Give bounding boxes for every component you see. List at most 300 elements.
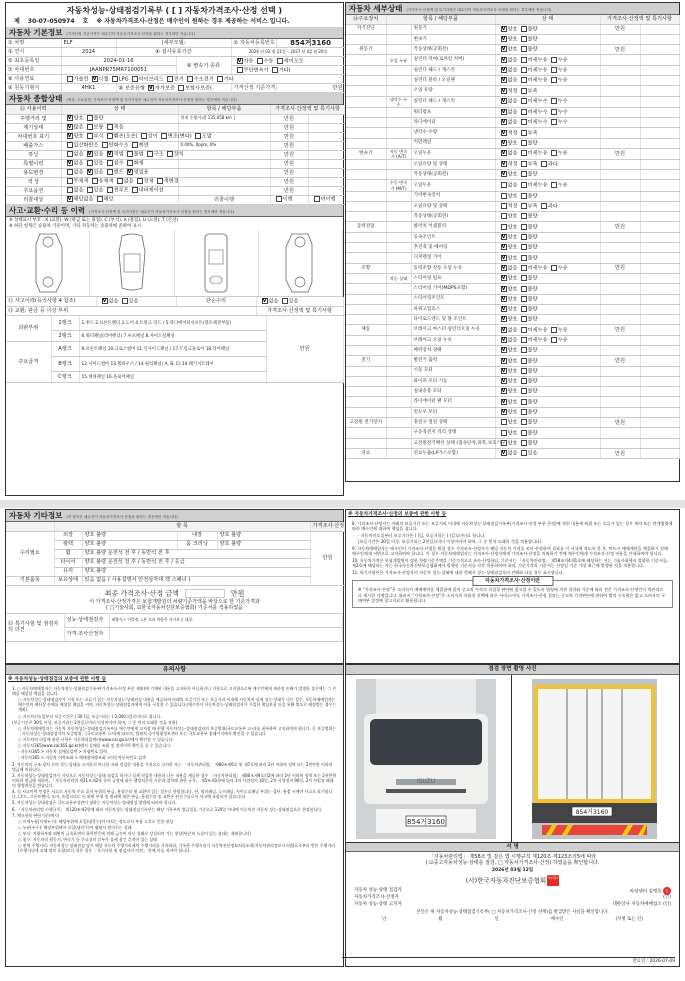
basis-line-1: 이 가격조사·산정가격은 보험개발원의 차량기준가액을 바탕으로 한 기준가격과 — [89, 598, 260, 605]
overall-header: 자동차 종합상태 (색상, 주요옵션, 가격조사·산정액 및 특기사항은 매수인이 자동차가격조사·산정을 원하는 경우에만 적습니다) — [6, 93, 343, 105]
detail-row — [346, 128, 679, 138]
trans-label: ⑥ 변속기 종류 — [176, 57, 231, 75]
detail-options: V 양호 불량 — [495, 356, 600, 366]
option-checkbox[interactable] — [107, 160, 113, 166]
detail-price — [600, 232, 640, 242]
detail-option-checkbox[interactable]: V — [501, 139, 506, 146]
detail-row — [346, 273, 679, 283]
detail-option-checkbox[interactable] — [551, 337, 557, 343]
detail-part: 디퍼렌셜 기어 — [411, 253, 495, 263]
detail-group — [346, 96, 386, 107]
detail-option-checkbox[interactable] — [521, 296, 527, 302]
option-checkbox[interactable]: V — [127, 169, 132, 176]
overall-row-options: V 해당없음 해당 — [61, 195, 178, 204]
overall-row-options: 없음 V 있음 V 적법 불법 구조 장치 — [61, 150, 178, 159]
option-checkbox[interactable] — [127, 160, 133, 166]
detail-option-checkbox[interactable] — [521, 399, 527, 405]
trans-semi-checkbox[interactable] — [277, 58, 283, 64]
detail-options: V 양호 불량 — [495, 232, 600, 242]
detail-group — [346, 366, 386, 376]
detail-option-checkbox[interactable] — [521, 67, 527, 73]
detail-option-checkbox[interactable] — [521, 368, 527, 374]
detail-option-checkbox[interactable]: V — [501, 56, 506, 63]
detail-option-checkbox[interactable] — [551, 265, 557, 271]
overall-row-price: 만원 — [270, 123, 308, 132]
detail-subgroup — [386, 243, 411, 253]
detail-subgroup — [386, 75, 411, 85]
trans-auto-checkbox[interactable]: V — [237, 57, 242, 64]
detail-part: 충전구 절연 상태 — [411, 418, 495, 428]
fuel-gasoline-checkbox[interactable] — [67, 76, 73, 82]
fuel-other-checkbox[interactable] — [217, 76, 223, 82]
detail-option-checkbox[interactable]: V — [501, 450, 506, 457]
option-checkbox[interactable] — [117, 178, 123, 184]
option-checkbox[interactable] — [107, 124, 113, 130]
detail-option-checkbox[interactable] — [521, 388, 527, 394]
detail-group: 변속기 — [346, 148, 386, 159]
overall-row-label: 색 상 — [6, 177, 61, 186]
detail-option-checkbox[interactable] — [521, 337, 527, 343]
option-checkbox[interactable] — [67, 169, 73, 175]
option-checkbox[interactable] — [127, 151, 133, 157]
detail-option-checkbox[interactable]: V — [501, 295, 506, 302]
option-checkbox[interactable] — [107, 169, 113, 175]
detail-option-checkbox[interactable]: V — [501, 264, 506, 271]
detail-option-checkbox[interactable] — [501, 440, 507, 446]
option-checkbox[interactable] — [87, 160, 93, 166]
fuel-diesel-checkbox[interactable]: V — [92, 75, 97, 82]
overall-row-part — [178, 168, 270, 177]
detail-option-checkbox[interactable] — [551, 119, 557, 125]
detail-option-checkbox[interactable] — [521, 193, 527, 199]
detail-option-checkbox[interactable]: V — [501, 357, 506, 364]
detail-row — [346, 253, 679, 263]
detail-row — [346, 96, 679, 107]
option-checkbox[interactable] — [141, 133, 147, 139]
detail-option-checkbox[interactable] — [521, 440, 527, 446]
detail-option-checkbox[interactable]: V — [501, 336, 506, 343]
overall-row-label: 용도변경 — [6, 168, 61, 177]
option-checkbox[interactable]: V — [67, 133, 72, 140]
option-checkbox[interactable] — [107, 187, 113, 193]
detail-option-checkbox[interactable] — [521, 409, 527, 415]
detail-options: V 없음 미세누수 누수 — [495, 107, 600, 117]
detail-group: 자기진단 — [346, 24, 386, 34]
detail-row — [346, 315, 679, 325]
detail-options: 양호 불량 — [495, 222, 600, 232]
number-suffix: 호 — [82, 17, 89, 25]
detail-row — [346, 180, 679, 191]
caution-item: ○ 자동차의 리콜에 관한 사항은 자동차리콜센터(www.car.go.kr)에서 확인할 수 있습니다. — [18, 737, 174, 743]
detail-group — [346, 212, 386, 222]
detail-option-checkbox[interactable] — [551, 98, 557, 104]
detail-option-checkbox[interactable]: V — [501, 108, 506, 115]
option-checkbox[interactable] — [137, 178, 143, 184]
basis-line-2: ( □기술사회, ☑한국자동차진단보증협회) 기준서를 적용하였음 — [106, 604, 243, 611]
detail-option-checkbox[interactable]: V — [501, 398, 506, 405]
detail-row — [346, 438, 679, 448]
caution-item: ○ 현재 주행거리: 자동차성능·상태점검 당시 해당 자동차 주행거리계의 주행거리를 기록하되, 기록한 주행거리가 자동차전산정보처리조직(자동차관리정보시스템)으로부터 받은 주행거리(주행거리계 교체 정보 포함)보다 적은 경우 「특기사항 및 점검자의 의견」 란에 이를 적어야 합니다. — [18, 843, 335, 854]
recall-done-checkbox[interactable] — [276, 196, 282, 202]
option-checkbox[interactable]: V — [107, 151, 112, 158]
detail-row — [346, 376, 679, 386]
detail-option-checkbox[interactable] — [521, 244, 527, 250]
detail-option-checkbox[interactable]: V — [501, 25, 506, 32]
detail-option-checkbox[interactable]: V — [501, 316, 506, 323]
inspector-remark: 배출가스 미측정. 1톤 초과 차량은 자가보증 대상. — [109, 613, 343, 627]
fuel-hybrid-checkbox[interactable] — [132, 76, 138, 82]
detail-option-checkbox[interactable] — [501, 182, 507, 188]
overall-row-part: 0.00%, 0ppm, 0% — [178, 141, 270, 150]
caution-item: ○ 누유(누수): 해당부위에서 오일(냉각수)이 맺혀서 떨어지는 상태 — [18, 824, 132, 830]
overall-row-label: 배출가스 — [6, 141, 61, 150]
detail-option-checkbox[interactable] — [521, 358, 527, 364]
detail-option-checkbox[interactable] — [521, 430, 527, 436]
detail-option-checkbox[interactable]: V — [501, 388, 506, 395]
detail-group — [346, 107, 386, 117]
overall-row-part — [178, 123, 270, 132]
fuel-hydrogen-checkbox[interactable] — [187, 76, 193, 82]
detail-part: 스티어링 기어(MDPS포함) — [411, 284, 495, 294]
frame-group: 주요골격 — [6, 342, 51, 383]
detail-option-checkbox[interactable] — [551, 77, 557, 83]
detail-options: V 양호 불량 — [495, 397, 600, 407]
detail-options: V 없음 미세누수 누수 — [495, 117, 600, 127]
detail-options: V 양호 불량 — [495, 387, 600, 397]
overall-row-label: 주요옵션 — [6, 186, 61, 195]
detail-options: 양호 불량 — [495, 418, 600, 428]
detail-option-checkbox[interactable] — [521, 57, 527, 63]
car-left-side-diagram — [6, 230, 90, 296]
detail-price — [600, 201, 640, 211]
detail-subgroup — [386, 65, 411, 75]
accident-history-options: V 없음 있음 — [96, 297, 176, 306]
detail-price: 만원 — [600, 356, 640, 366]
detail-option-checkbox[interactable]: V — [501, 306, 506, 313]
detail-option-checkbox[interactable] — [521, 286, 527, 292]
detail-option-checkbox[interactable]: V — [501, 367, 506, 374]
option-checkbox[interactable] — [157, 178, 163, 184]
detail-option-checkbox[interactable]: V — [501, 36, 506, 43]
detail-price — [600, 273, 640, 283]
detail-subgroup — [386, 107, 411, 117]
detail-options: V 양호 불량 — [495, 346, 600, 356]
doc-number: 30-07-050974 — [27, 17, 75, 25]
accident-yes-checkbox[interactable] — [122, 298, 128, 304]
detail-row — [346, 428, 679, 438]
detail-option-checkbox[interactable]: V — [501, 254, 506, 261]
interior-label: 내장 — [177, 531, 217, 540]
detail-price — [600, 428, 640, 438]
option-checkbox[interactable] — [161, 133, 167, 139]
option-checkbox[interactable] — [87, 187, 93, 193]
car-right-side-diagram — [259, 230, 343, 296]
detail-subgroup: 오일 누유 — [386, 55, 411, 65]
option-checkbox[interactable] — [92, 178, 98, 184]
detail-option-checkbox[interactable] — [521, 171, 527, 177]
detail-option-checkbox[interactable]: V — [501, 161, 506, 168]
self-warranty-checkbox[interactable]: V — [148, 84, 153, 91]
detail-part: 변속기 — [411, 34, 495, 44]
detail-option-checkbox[interactable] — [551, 109, 557, 115]
insurer-warranty-checkbox[interactable] — [178, 85, 184, 91]
remarks-table — [6, 613, 343, 642]
detail-option-checkbox[interactable]: V — [501, 66, 506, 73]
detail-options: V 없음 미세누유 누유 — [495, 148, 600, 159]
detail-option-checkbox[interactable] — [521, 77, 527, 83]
exterior-options: 양호 불량 — [82, 531, 177, 540]
detail-option-checkbox[interactable] — [521, 88, 527, 94]
option-checkbox[interactable] — [107, 133, 113, 139]
other-info-header: 자동차 기타정보 (이 항목은 매수인이 자동차가격조사·산정을 원하는 경우에만 적습니다) — [6, 510, 343, 522]
option-checkbox[interactable]: V — [67, 115, 72, 122]
detail-part: 커먼레일 — [411, 138, 495, 148]
option-checkbox[interactable] — [167, 151, 173, 157]
detail-option-checkbox[interactable] — [521, 130, 527, 136]
detail-option-checkbox[interactable] — [521, 150, 527, 156]
detail-option-checkbox[interactable] — [501, 193, 507, 199]
detail-option-checkbox[interactable] — [521, 203, 527, 209]
detail-row — [346, 34, 679, 44]
detail-option-checkbox[interactable] — [521, 213, 527, 219]
rear-photo-cell — [512, 675, 681, 843]
trans-other-checkbox[interactable] — [272, 67, 278, 73]
detail-option-checkbox[interactable] — [501, 419, 507, 425]
fuel-lpg-checkbox[interactable] — [112, 76, 118, 82]
option-checkbox[interactable] — [97, 196, 103, 202]
option-checkbox[interactable] — [67, 151, 73, 157]
trans-cvt-checkbox[interactable] — [237, 67, 243, 73]
caution-item: 1. ○ 자동차매매업자는 자동차성능·상태점검기록부(가격조사·산정 부분 제외)에 기재된 내용을 고지하지 아니하거나 거짓으로 고지함으로써 매수인에게 재산상 손해가 발생한 경우에는 그 손해를 배상할 책임을 집니다. — [12, 685, 337, 697]
overall-row-label: 특별이력 — [6, 159, 61, 168]
detail-option-checkbox[interactable] — [551, 67, 557, 73]
detail-option-checkbox[interactable] — [521, 26, 527, 32]
detail-subgroup — [386, 284, 411, 294]
detail-option-checkbox[interactable]: V — [501, 46, 506, 53]
expiry-date: 만료일 : 2026-07-09 — [342, 957, 675, 964]
simple-yes-checkbox[interactable] — [282, 298, 288, 304]
detail-option-checkbox[interactable] — [521, 234, 527, 240]
detail-option-checkbox[interactable] — [521, 119, 527, 125]
detail-option-checkbox[interactable] — [521, 46, 527, 52]
detail-group — [346, 170, 386, 180]
option-checkbox[interactable]: V — [67, 160, 72, 167]
tire-label: 타이어 — [54, 558, 82, 567]
accident-none-checkbox[interactable]: V — [102, 298, 107, 305]
detail-price — [600, 117, 640, 127]
detail-row — [346, 304, 679, 314]
detail-price — [600, 284, 640, 294]
warranty-notes — [346, 520, 679, 578]
detail-subgroup — [386, 117, 411, 127]
doc-title: 자동차성능·상태점검기록부 ( [ ] 자동차가격조사·산정 선택 ) — [66, 6, 283, 15]
possession-options: 있음 없음 ( 사용설명서 안전삼각대 잭 스패너 ) — [82, 576, 310, 585]
simple-none-checkbox[interactable]: V — [262, 298, 267, 305]
base-price-unit: 만원 — [276, 84, 345, 93]
detail-option-checkbox[interactable]: V — [501, 378, 506, 385]
detail-option-checkbox[interactable]: V — [501, 244, 506, 251]
detail-subgroup — [386, 34, 411, 44]
rank-1-parts: 1.후드 2.프론트펜더 3.도어 4.트렁크 리드 / 5.라디에이터서포트(볼트체결부품) — [79, 316, 266, 331]
detail-part: 오일누유 — [411, 180, 495, 191]
overall-row — [6, 114, 345, 123]
page-gap-1 — [0, 500, 685, 508]
detail-subgroup — [386, 325, 411, 335]
detail-option-checkbox[interactable] — [551, 327, 557, 333]
detail-option-checkbox[interactable] — [521, 450, 527, 456]
detail-option-checkbox[interactable] — [551, 57, 557, 63]
final-price-input[interactable] — [185, 589, 225, 598]
detail-option-checkbox[interactable]: V — [501, 285, 506, 292]
detail-subgroup — [386, 387, 411, 397]
detail-option-checkbox[interactable] — [501, 430, 507, 436]
detail-price — [600, 387, 640, 397]
detail-part: 브레이크 오일 누유 — [411, 335, 495, 345]
repair-needed-label: 수리필요 — [6, 531, 54, 576]
detail-option-checkbox[interactable] — [521, 316, 527, 322]
detail-row — [346, 418, 679, 428]
detail-option-checkbox[interactable] — [521, 161, 527, 167]
detail-option-checkbox[interactable] — [521, 306, 527, 312]
col-item: 항목 / 해당부품 — [386, 15, 495, 24]
option-checkbox[interactable] — [67, 142, 73, 148]
detail-subgroup — [386, 45, 411, 55]
accident-history-label: ⑫ 사고이력(유의사항 4 참조) — [6, 297, 96, 306]
option-checkbox[interactable]: V — [87, 169, 92, 176]
caution-item: 7. 체크항목 판단기준(예시) — [12, 812, 60, 818]
number-prefix: 제 — [14, 17, 20, 25]
detail-part: 등속조인트 — [411, 232, 495, 242]
option-checkbox[interactable] — [102, 142, 108, 148]
detail-option-checkbox[interactable] — [521, 140, 527, 146]
detail-row — [346, 346, 679, 356]
detail-option-checkbox[interactable]: V — [501, 119, 506, 126]
detail-group: 고전원 전기장치 — [346, 418, 386, 428]
appraiser-label: 가격·조사산정자 — [64, 627, 109, 641]
caution-item: 6. 「자동차관리법 시행규칙」 제120조제2항에 따라 자동차성능·상태점검기록부는 해당 기록부의 발급일을 기준으로 120일 이내에 이루어진 자동차 성능·상태점검으로 한정합니다. — [12, 806, 323, 812]
detail-option-checkbox[interactable]: V — [501, 409, 506, 416]
detail-subgroup — [386, 397, 411, 407]
detail-option-checkbox[interactable] — [521, 347, 527, 353]
detail-part: 시동 모터 — [411, 366, 495, 376]
detail-option-checkbox[interactable] — [551, 182, 557, 188]
warranty-period: · 자동차인도일부터 보증기간은 ( )일, 보증거리는 ( )킬로미터로 합니다. — [358, 532, 486, 538]
option-checkbox[interactable]: V — [67, 196, 72, 203]
detail-option-checkbox[interactable]: V — [501, 234, 506, 241]
detail-part: 추진축 및 베어링 — [411, 243, 495, 253]
detail-option-checkbox[interactable] — [501, 203, 507, 209]
detail-options: V 양호 불량 — [495, 253, 600, 263]
detail-row — [346, 170, 679, 180]
detail-subgroup — [386, 138, 411, 148]
option-checkbox[interactable]: V — [67, 124, 72, 131]
detail-option-checkbox[interactable]: V — [501, 98, 506, 105]
detail-group — [346, 138, 386, 148]
detail-option-checkbox[interactable] — [501, 224, 507, 230]
parts-price-unit: 만원 — [266, 316, 343, 383]
detail-option-checkbox[interactable] — [521, 327, 527, 333]
detail-option-checkbox[interactable]: V — [501, 150, 506, 157]
detail-option-checkbox[interactable] — [521, 182, 527, 188]
warranty-period-note: (보증기간은 30일 이상, 보증거리는 2천킬로미터 이상이어야 하며, 그 중 먼저 도래한 것을 적용합니다) — [358, 539, 542, 545]
detail-option-checkbox[interactable] — [501, 213, 507, 219]
detail-option-checkbox[interactable] — [551, 150, 557, 156]
detail-options: V 양호 불량 — [495, 243, 600, 253]
detail-price: 만원 — [600, 45, 640, 55]
overall-row-price: 만원 — [270, 150, 308, 159]
detail-option-checkbox[interactable]: V — [501, 347, 506, 354]
detail-group — [346, 315, 386, 325]
detail-options: V 양호 불량 — [495, 34, 600, 44]
wheel-options: 양호 불량 운전석 전 후 / 동반석 전 후 — [82, 549, 310, 558]
option-checkbox[interactable] — [67, 178, 73, 184]
overall-row — [6, 177, 345, 186]
detail-part: 오일 유량 — [411, 86, 495, 96]
option-checkbox[interactable]: V — [87, 151, 92, 158]
overall-row-price: 만원 — [270, 132, 308, 141]
detail-subgroup — [386, 294, 411, 304]
detail-option-checkbox[interactable] — [541, 161, 547, 167]
trans-manual-checkbox[interactable] — [257, 58, 263, 64]
detail-option-checkbox[interactable] — [521, 275, 527, 281]
front-plate-text: 854거3160 — [407, 817, 445, 826]
option-checkbox[interactable] — [87, 115, 93, 121]
detail-option-checkbox[interactable]: V — [501, 87, 506, 94]
option-checkbox[interactable] — [87, 133, 93, 139]
option-checkbox[interactable] — [67, 187, 73, 193]
detail-subgroup — [386, 315, 411, 325]
vin: JAANPR75MR7100051 — [61, 66, 176, 75]
org-seal: 한국자동차진단보증협회 — [547, 875, 559, 886]
detail-option-checkbox[interactable] — [521, 265, 527, 271]
caution-header: 유의사항 — [6, 665, 343, 675]
detail-option-checkbox[interactable]: V — [501, 171, 506, 178]
option-checkbox[interactable] — [132, 142, 138, 148]
page2-left — [5, 509, 344, 664]
detail-group — [346, 65, 386, 75]
detail-part: 클러치 어셈블리 — [411, 222, 495, 232]
detail-option-checkbox[interactable] — [521, 109, 527, 115]
detail-option-checkbox[interactable]: V — [501, 275, 506, 282]
overall-row-part — [178, 159, 270, 168]
detail-option-checkbox[interactable] — [521, 419, 527, 425]
detail-option-checkbox[interactable] — [521, 224, 527, 230]
detail-option-checkbox[interactable]: V — [501, 77, 506, 84]
detail-option-checkbox[interactable]: V — [501, 129, 506, 136]
rank-b: B랭크 — [51, 357, 79, 372]
detail-option-checkbox[interactable]: V — [501, 326, 506, 333]
option-checkbox[interactable] — [195, 133, 201, 139]
basic-info-table — [6, 39, 346, 94]
detail-option-checkbox[interactable] — [521, 36, 527, 42]
fuel-ev-checkbox[interactable] — [167, 76, 173, 82]
option-checkbox[interactable] — [87, 124, 93, 130]
sign-org: (사)한국자동차진단보증협회한국자동차진단보증협회 — [465, 874, 559, 885]
detail-part: 실린더 헤드 / 개스킷 — [411, 65, 495, 75]
option-checkbox[interactable] — [132, 187, 138, 193]
appraisal-box-text: ※ “가격조사·산정”은 소비자가 매매계약을 체결함에 있어 중고차 가격의 적절성 판단에 참고할 수 있도록 법령에 의한 절차와 기준에 따라 전문 가격조사·산정인이 객관적으로 제시한 가액입니다. 따라서 “가격조사·산정”은 소비자의 자율적 선택에 따른 서비스이며, 가격조사·산정 결과는 중고차 가격판단에 관하여 법적 구속력은 없고 소비자의 구매여부 결정에 참고자료로 활용됩니다. — [358, 587, 666, 604]
detail-option-checkbox[interactable] — [521, 98, 527, 104]
detail-row — [346, 212, 679, 222]
detail-option-checkbox[interactable] — [521, 255, 527, 261]
detail-option-checkbox[interactable] — [521, 378, 527, 384]
car-name: ELF — [61, 39, 116, 48]
detail-option-checkbox[interactable] — [541, 203, 547, 209]
detail-price — [600, 376, 640, 386]
recall-not-done-checkbox[interactable] — [314, 196, 320, 202]
option-checkbox[interactable] — [147, 151, 153, 157]
caution-item: ○ 자동차인도일부터 보증기간은 ( 30 )일, 보증거리는 ( 2,000 )킬로미터로 합니다. — [18, 713, 162, 719]
